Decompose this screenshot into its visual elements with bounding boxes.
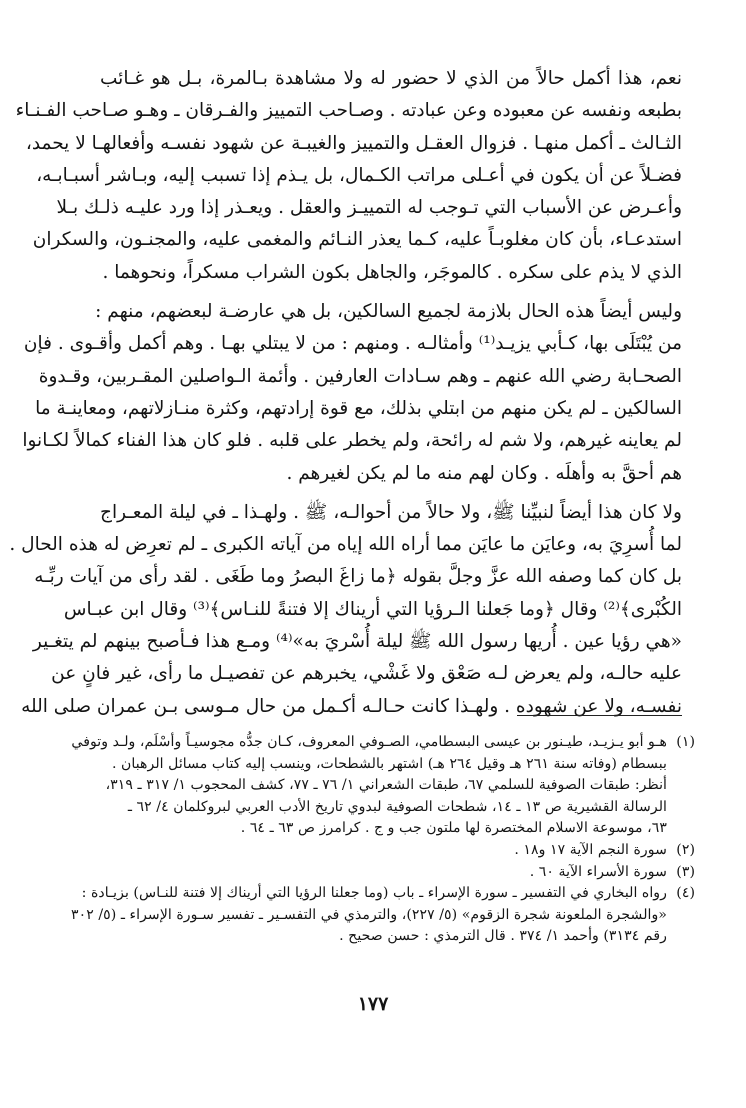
footnote-line: سورة النجم الآية ١٧ و١٨ .: [514, 841, 667, 858]
paragraph-gap: [100, 490, 682, 497]
text-line: الصحـابة رضي الله عنهم ـ وهم سـادات العارفين . وأئمة الـواصلين المقـربين، وقـدوة: [38, 365, 682, 387]
text-line: هم أحقَّ به وأهلَه . وكان لهم منه ما لم يكن لغيرهم .: [286, 462, 682, 484]
paragraph-1: [15, 63, 682, 289]
footnote-2: [95, 840, 695, 862]
text-line: بطبعه ونفسه عن معبوده وعن عبادته . وصـاحب التمييز والفـرقان ـ وهـو صـاحب الفـنـاء: [15, 100, 682, 122]
footnote-line: أنظر: طبقات الصوفية للسلمي ٦٧، طبقات الشعراني ١/ ٧٦ ـ ٧٧، كشف المحجوب ١/ ٣١٧ ـ ٣١٩،: [105, 777, 667, 794]
text-line: من يُبْتَلَى بها، كـأبي يزيـد⁽¹⁾ وأمثالـه . ومنهم : من لا يبتلي بهـا . وهم أكمل وأقـوى . فإن: [23, 333, 682, 355]
footnotes: [70, 732, 695, 948]
text-line: نفسـه، ولا عن شهوده . ولهـذا كانت حـالـه أكـمل من حال مـوسى بـن عمران صلى الله: [21, 695, 682, 717]
footnote-number: (١): [676, 734, 695, 750]
text-line: لم يعاينه غيرهم، ولا شم له رائحة، ولم يخطر على قلبه . فلو كان هذا الفناء كمالاً لكـانوا: [22, 430, 682, 452]
footnote-1: [71, 732, 695, 840]
main-text: [9, 63, 682, 723]
text-line: السالكين ـ لم يكن منهم من ابتلي بذلك، مع قوة إرادتهم، وكثرة منـازلاتهم، ومعاينـة ما: [35, 397, 682, 419]
paragraph-gap: [100, 289, 682, 296]
footnote-line: رقم ٣١٣٤) وأحمد ١/ ٣٧٤ . قال الترمذي : حسن صحيح .: [339, 928, 667, 945]
footnote-line: ٦٣، موسوعة الاسلام المختصرة لها ملتون جب و ج . كرامرز ص ٦٣ ـ ٦٤ .: [240, 820, 667, 837]
text-line: عليه حالـه، ولم يعرض لـه صَعْق ولا غَشْي، يخبرهم عن تفصيـل ما رأى، غير فانٍ عن: [51, 663, 682, 685]
text-line: وليس أيضاً هذه الحال بلازمة لجميع السالكين، بل هي عارضـة لبعضهم، منهم :: [95, 301, 682, 323]
text-line: نعم، هذا أكمل حالاً من الذي لا حضور له ولا مشاهدة بـالمرة، بـل هو غـائب: [100, 68, 682, 89]
text-line: الكُبْرى﴾⁽²⁾ وقال ﴿وما جَعلنا الـرؤيا التي أريناك إلا فتنةً للنـاس﴾⁽³⁾ وقال ابن عبـاس: [63, 598, 682, 620]
footnote-3: [95, 862, 695, 884]
text-line: لما أُسرِيَ به، وعايَن ما عايَن مما أراه الله إياه من آياته الكبرى ـ لم تعرِض له هذه الحال .: [9, 534, 682, 556]
footnote-number: (٢): [676, 841, 695, 858]
paragraph-2: [22, 296, 682, 490]
text-line: «هي رؤيا عين . أُريها رسول الله ﷺ ليلة أُسْريَ به»⁽⁴⁾ ومـع هذا فـأصبح بينهم لم يتغـير: [32, 631, 682, 653]
text-line: وأعـرض عن الأسباب التي تـوجب له التمييـز والعقل . ويعـذر إذا ورد عليـه ذلـك بـلا: [56, 197, 682, 219]
footnote-separator: [517, 715, 682, 716]
footnote-number: (٤): [676, 885, 695, 902]
text-line: الذي لا يذم على سكره . كالموجَر، والجاهل بكون الشراب مسكراً، ونحوهما .: [102, 261, 682, 283]
text-line: ولا كان هذا أيضاً لنبيِّنا ﷺ، ولا حالاً من أحوالـه، ﷺ . ولهـذا ـ في ليلة المعـراج: [100, 501, 682, 523]
footnote-line: ببسطام (وفاته سنة ٢٦١ هـ وقيل ٢٦٤ هـ) اشتهر بالشطحات، وينسب إليه كتاب مسائل الرهبان .: [111, 755, 667, 772]
footnote-line: هـو أبو يـزيـد، طيـنور بن عيسى البسطامي، الصـوفي المعروف، كـان جدُّه مجوسيـاً وأسْلَم، ولـد وتوفي: [71, 734, 667, 750]
footnote-line: «والشجرة الملعونة شجرة الزقوم» (٥/ ٢٢٧)، والترمذي في التفسـير ـ تفسير سـورة الإسراء ـ (٥/ ٣٠٢: [70, 906, 667, 923]
footnote-line: رواه البخاري في التفسير ـ سورة الإسراء ـ باب (وما جعلنا الرؤيا التي أريناك إلا فتنة للنـاس) بزيـادة :: [81, 885, 667, 902]
footnote-line: سورة الأسراء الآية ٦٠ .: [529, 863, 667, 880]
page-number: ١٧٧: [357, 993, 389, 1015]
text-line: الثـالث ـ أكمل منهـا . فزوال العقـل والتمييز والغيبـة عن شهود نفسـه وأفعالهـا لا يحمد،: [25, 132, 682, 154]
text-line: فضـلاً عن أن يكون في أعـلى مراتب الكـمال، بل يـذم إذا تسبب إليه، وبـاشر أسبـابـه،: [36, 164, 682, 186]
text-line: استدعـاء، بأن كان مغلوبـاً عليه، كـما يعذر النـائم والمغمى عليه، والمجنـون، والسكران: [32, 229, 682, 251]
text-line: بل كان كما وصفه الله عزَّ وجلَّ بقوله ﴿ما زاغَ البصرُ وما طَغَى . لقد رأى من آيات ربِّـه: [34, 566, 682, 588]
footnote-number: (٣): [676, 863, 695, 880]
footnote-line: الرسالة القشيرية ص ١٣ ـ ١٤، شطحات الصوفية لبدوي تاريخ الأدب العربي لبروكلمان ٤/ ٦٢ ـ: [127, 798, 667, 815]
paragraph-3: [9, 497, 682, 723]
footnote-4: [70, 883, 695, 948]
